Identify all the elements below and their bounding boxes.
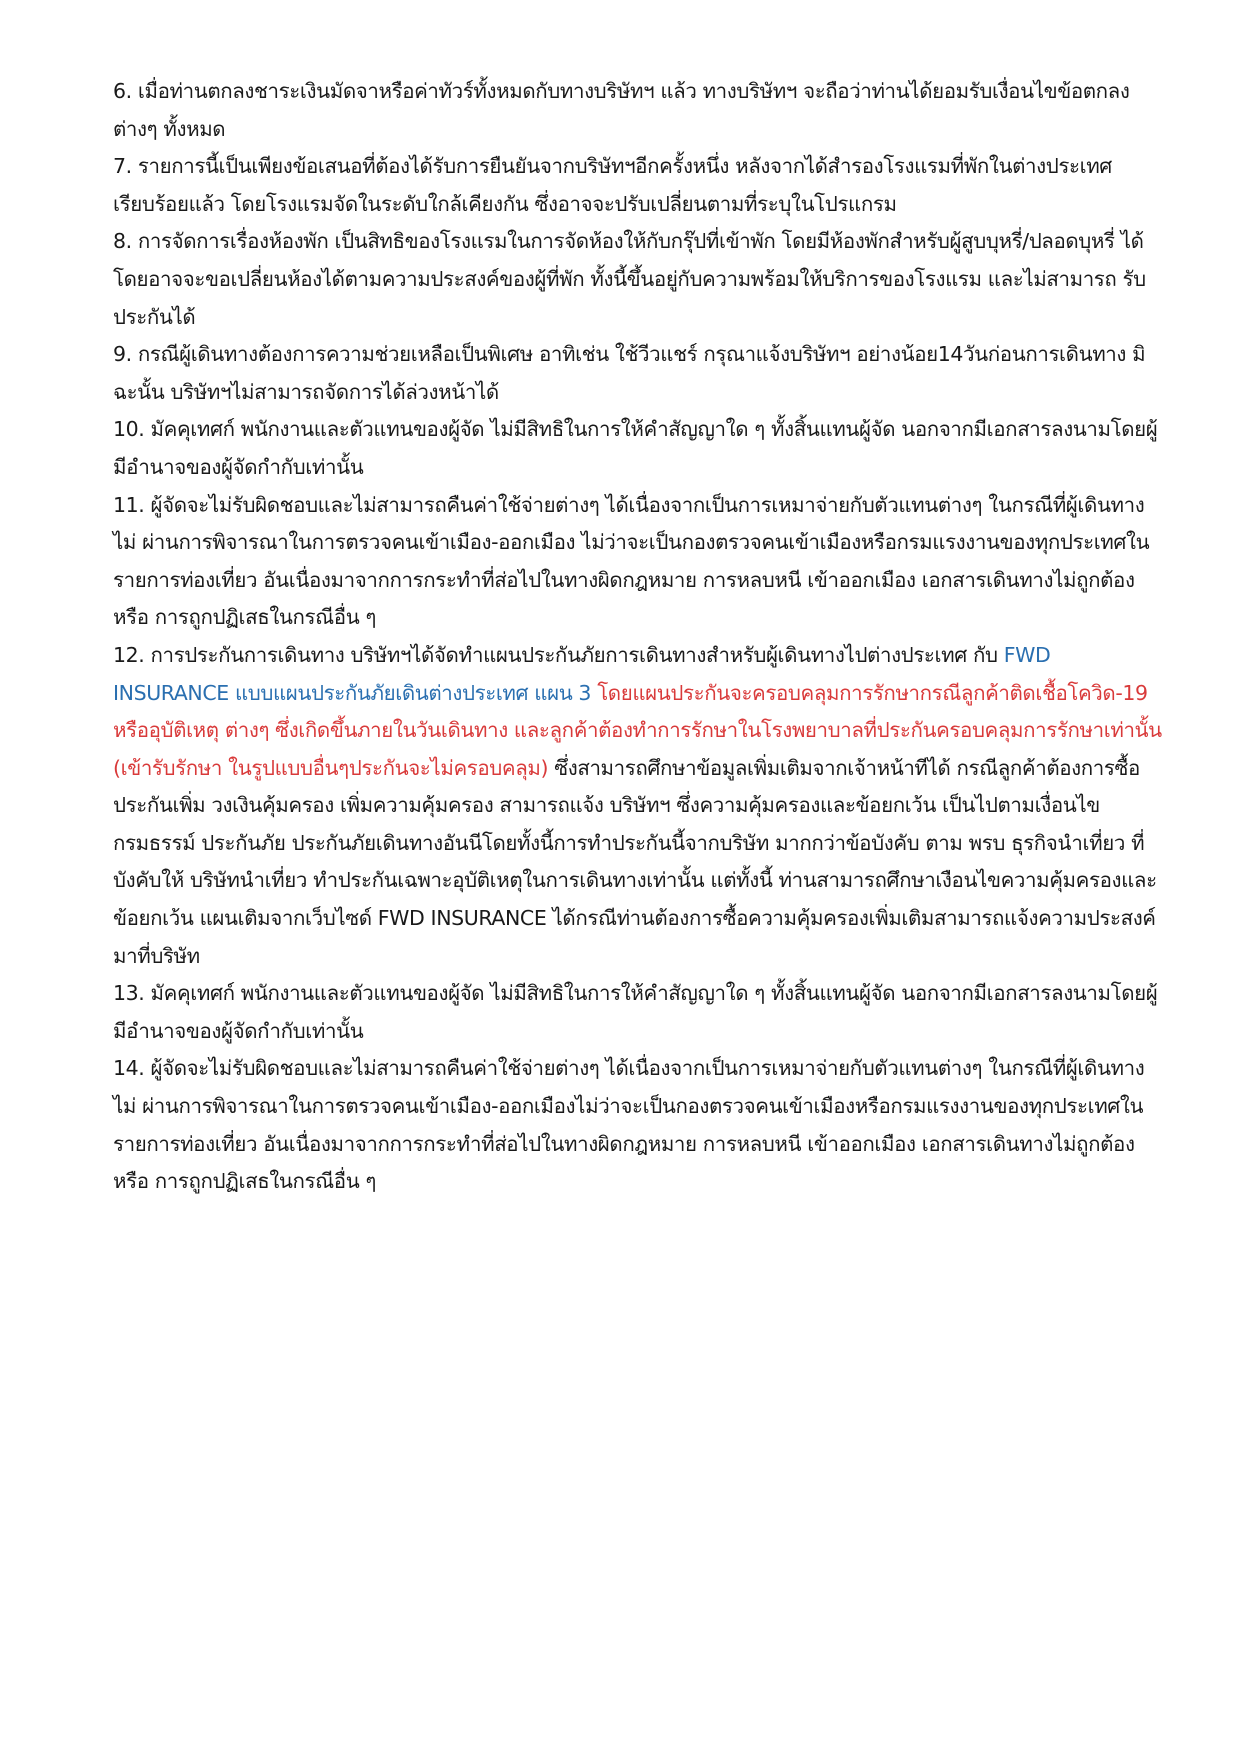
term-item-14: 14. ผู้จัดจะไม่รับผิดชอบและไม่สามารถคืนค่าใช้จ่ายต่างๆ ได้เนื่องจากเป็นการเหมาจ่ายกับตัวแทนต่างๆ ในกรณีที่ผู้เดินทางไม่ ผ่านการพิจารณาในการตรวจคนเข้าเมือง-ออกเมืองไม่ว่าจะเป็นกองตรวจคนเข้าเมืองหรือกรมแรงงานของทุกประเทศใน รายการท่องเที่ยว อันเนื่องมาจากการกระทำที่ส่อไปในทางผิดกฎหมาย การหลบหนี เข้าออกเมือง เอกสารเดินทางไม่ถูกต้อง หรือ การถูกปฏิเสธในกรณีอื่น ๆ xyxy=(113,1056,1145,1194)
term-item-6: 6. เมื่อท่านตกลงชาระเงินมัดจาหรือค่าทัวร์ทั้งหมดกับทางบริษัทฯ แล้ว ทางบริษัทฯ จะถือว่าท่านได้ยอมรับเงื่อนไขข้อตกลง ต่างๆ ทั้งหมด xyxy=(113,79,1130,141)
term-item-9: 9. กรณีผู้เดินทางต้องการความช่วยเหลือเป็นพิเศษ อาทิเช่น ใช้วีวแชร์ กรุณาแจ้งบริษัทฯ อย่างน้อย14วันก่อนการเดินทาง มิฉะนั้น บริษัทฯไม่สามารถจัดการได้ล่วงหน้าได้ xyxy=(113,342,1146,404)
term-item-12-details: ซึ่งสามารถศึกษาข้อมูลเพิ่มเติมจากเจ้าหน้าทีได้ กรณีลูกค้าต้องการซื้อประกันเพิ่ม วงเงินคุ้มครอง เพิ่มความคุ้มครอง สามารถแจ้ง บริษัทฯ ซึ่งความคุ้มครองและข้อยกเว้น เป็นไปตามเงื่อนไขกรมธรรม์ ประกันภัย ประกันภัยเดินทางอันนีโดยทั้งนี้การทำประกันนี้จากบริษัท มากกว่าข้อบังคับ ตาม พรบ ธุรกิจนำเที่ยว ที่บังคับให้ บริษัทนำเที่ยว ทำประกันเฉพาะอุบัติเหตุในการเดินทางเท่านั้น แต่ทั้งนี้ ท่านสามารถศึกษาเงือนไขความคุ้มครองและข้อยกเว้น แผนเติมจากเว็บไซด์ FWD INSURANCE ได้กรณีท่านต้องการซื้อความคุ้มครองเพิ่มเติมสามารถแจ้งความประสงค์มาที่บริษัท xyxy=(113,755,1157,968)
insurance-coverage-note: โดยแผนประกันจะครอบคลุมการรักษากรณีลูกค้าติดเชื้อโควิด-19 หรืออุบัติเหตุ ต่างๆ ซึ่งเกิดขึ้นภายในวันเดินทาง และลูกค้าต้องทำการรักษาในโรงพยาบาลที่ประกันครอบคลุมการรักษาเท่านั้น (เข้ารับรักษา ในรูปแบบอื่นๆประกันจะไม่ครอบคลุม) xyxy=(113,680,1162,780)
term-item-13: 13. มัคคุเทศก์ พนักงานและตัวแทนของผู้จัด ไม่มีสิทธิในการให้คำสัญญาใด ๆ ทั้งสิ้นแทนผู้จัด นอกจากมีเอกสารลงนามโดยผู้ มีอำนาจของผู้จัดกำกับเท่านั้น xyxy=(113,981,1158,1043)
term-item-10: 10. มัคคุเทศก์ พนักงานและตัวแทนของผู้จัด ไม่มีสิทธิในการให้คำสัญญาใด ๆ ทั้งสิ้นแทนผู้จัด นอกจากมีเอกสารลงนามโดยผู้ มีอำนาจของผู้จัดกำกับเท่านั้น xyxy=(113,417,1158,479)
insurance-plan-name: FWD INSURANCE แบบแผนประกันภัยเดินต่างประเทศ แผน 3 xyxy=(113,642,1051,705)
term-item-12 xyxy=(113,637,1163,975)
term-item-11: 11. ผู้จัดจะไม่รับผิดชอบและไม่สามารถคืนค่าใช้จ่ายต่างๆ ได้เนื่องจากเป็นการเหมาจ่ายกับตัวแทนต่างๆ ในกรณีที่ผู้เดินทางไม่ ผ่านการพิจารณาในการตรวจคนเข้าเมือง-ออกเมือง ไม่ว่าจะเป็นกองตรวจคนเข้าเมืองหรือกรมแรงงานของทุกประเทศใน รายการท่องเที่ยว อันเนื่องมาจากการกระทำที่ส่อไปในทางผิดกฎหมาย การหลบหนี เข้าออกเมือง เอกสารเดินทางไม่ถูกต้อง หรือ การถูกปฏิเสธในกรณีอื่น ๆ xyxy=(113,492,1150,630)
term-item-12-intro: 12. การประกันการเดินทาง บริษัทฯได้จัดทำแผนประกันภัยการเดินทางสำหรับผู้เดินทางไปต่างประเทศ กับ xyxy=(113,642,1004,667)
terms-conditions-list xyxy=(113,73,1163,1201)
term-item-7: 7. รายการนี้เป็นเพียงข้อเสนอที่ต้องได้รับการยืนยันจากบริษัทฯอีกครั้งหนึ่ง หลังจากได้สำรองโรงแรมที่พักในต่างประเทศ เรียบร้อยแล้ว โดยโรงแรมจัดในระดับใกล้เคียงกัน ซึ่งอาจจะปรับเปลี่ยนตามที่ระบุในโปรแกรม xyxy=(113,154,1112,216)
term-item-8: 8. การจัดการเรื่องห้องพัก เป็นสิทธิของโรงแรมในการจัดห้องให้กับกรุ๊ปที่เข้าพัก โดยมีห้องพักสำหรับผู้สูบบุหรี่/ปลอดบุหรี่ ได้ โดยอาจจะขอเปลี่ยนห้องได้ตามความประสงค์ของผู้ที่พัก ทั้งนี้ขึ้นอยู่กับความพร้อมให้บริการของโรงแรม และไม่สามารถ รับประกันได้ xyxy=(113,229,1146,329)
